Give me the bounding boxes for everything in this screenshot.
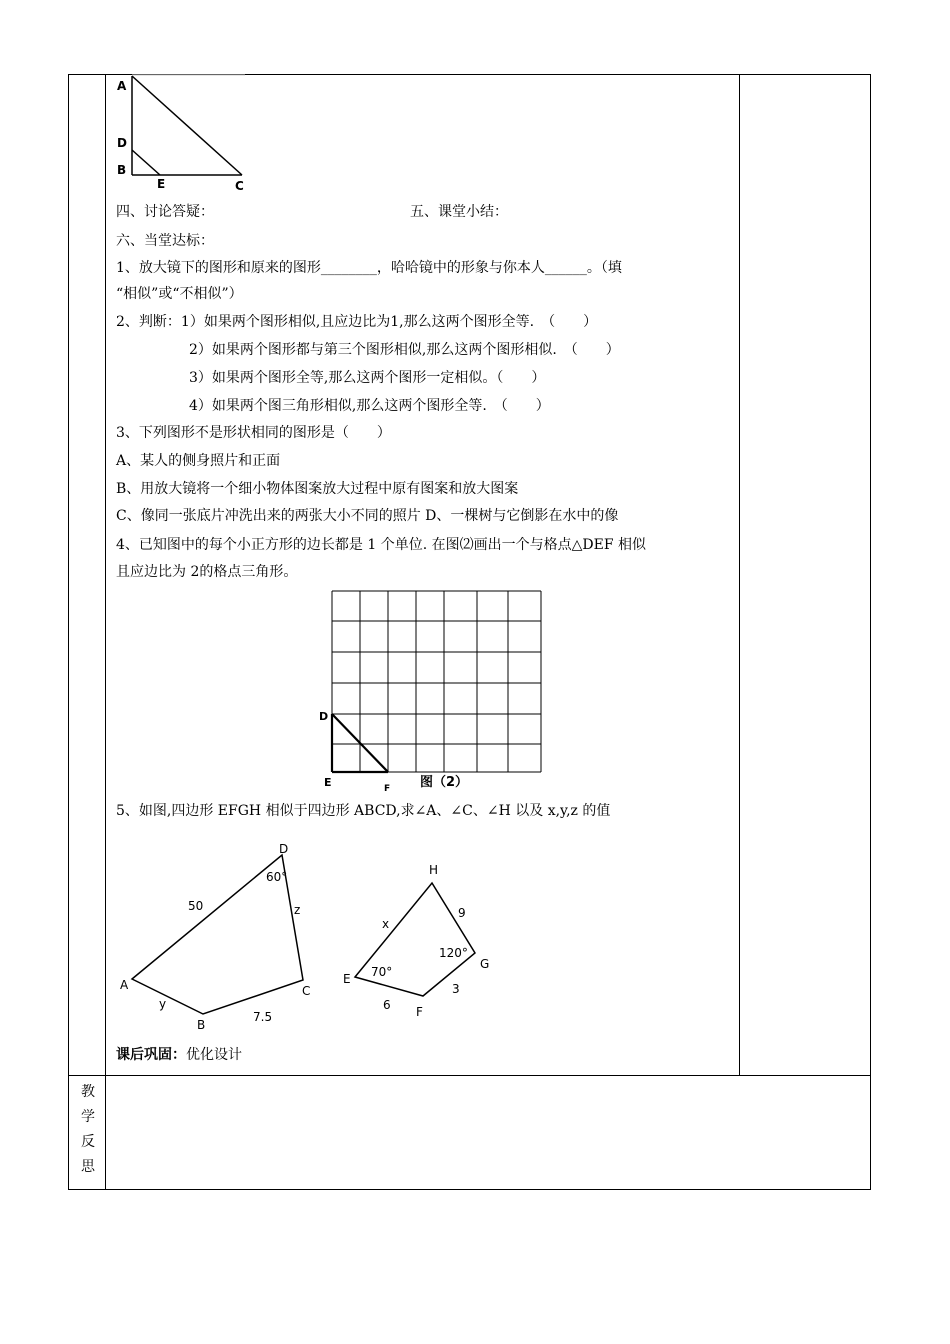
quad-efgh-side-hg: 9: [458, 906, 466, 920]
question-4-line2: 且应边比为 2的格点三角形。: [116, 564, 298, 580]
quad-abcd-label-d: D: [279, 842, 289, 856]
quad-efgh-side-ef: 6: [383, 998, 391, 1012]
reflection-char-3: 反: [81, 1134, 95, 1150]
quad-abcd-label-c: C: [302, 984, 311, 998]
quadrilateral-efgh: [335, 850, 505, 1030]
label-e: E: [157, 177, 166, 191]
question-5: 5、如图,四边形 EFGH 相似于四边形 ABCD,求∠A、∠C、∠H 以及 x,y,z 的值: [116, 803, 611, 819]
question-3-option-a: A、某人的侧身照片和正面: [116, 453, 281, 469]
quad-abcd-angle-d: 60°: [266, 870, 288, 884]
quad-efgh-label-f: F: [416, 1005, 423, 1019]
grid-label-e: E: [324, 776, 332, 789]
grid-lines: [332, 591, 541, 772]
label-b: B: [117, 163, 127, 177]
quad-abcd-label-b: B: [197, 1018, 206, 1032]
reflection-char-1: 教: [81, 1084, 95, 1100]
grid-caption: 图（2）: [420, 775, 469, 790]
table-bottom-border: [68, 1189, 871, 1190]
quad-efgh-side-eh: x: [382, 917, 390, 931]
row-divider: [68, 1075, 871, 1076]
homework-text: 优化设计: [186, 1047, 242, 1063]
triangle-figure: [110, 70, 260, 195]
quad-abcd-side-ad: 50: [188, 899, 204, 913]
quad-efgh-side-gf: 3: [452, 982, 460, 996]
question-1-line2: “相似”或“不相似”）: [116, 286, 243, 302]
question-1-line1: 1、放大镜下的图形和原来的图形________，哈哈镜中的形象与你本人______。（填: [116, 260, 622, 276]
table-right-border: [870, 74, 871, 1190]
quadrilateral-abcd: [110, 835, 330, 1035]
question-3-option-b: B、用放大镜将一个细小物体图案放大过程中原有图案和放大图案: [116, 481, 519, 497]
quad-abcd-label-a: A: [120, 978, 129, 992]
label-d: D: [117, 136, 127, 150]
question-2-item3: 3）如果两个图形全等,那么这两个图形一定相似。（ ）: [189, 370, 546, 386]
homework-label: 课后巩固：: [116, 1047, 186, 1063]
section-test: 六、当堂达标：: [116, 233, 214, 249]
question-2-item1: 2、判断：1）如果两个图形相似,且应边比为1,那么这两个图形全等. （ ）: [116, 314, 598, 330]
label-a: A: [117, 79, 127, 93]
question-4-line1: 4、已知图中的每个小正方形的边长都是 1 个单位. 在图⑵画出一个与格点△DEF 相似: [116, 537, 646, 553]
reflection-char-4: 思: [81, 1159, 95, 1175]
homework-line: [116, 1046, 242, 1064]
quad-efgh-label-e: E: [343, 972, 351, 986]
table-right-col-divider: [739, 74, 740, 1076]
grid-label-d: D: [319, 710, 329, 723]
grid-figure: [312, 585, 552, 800]
reflection-char-2: 学: [81, 1109, 95, 1125]
quad-efgh-label-g: G: [480, 957, 490, 971]
question-2-item2: 2）如果两个图形都与第三个图形相似,那么这两个图形相似. （ ）: [189, 342, 620, 358]
question-2-item4: 4）如果两个图三角形相似,那么这两个图形全等. （ ）: [189, 398, 550, 414]
label-c: C: [235, 179, 244, 193]
quad-abcd-side-ab: y: [159, 997, 167, 1011]
quad-efgh-label-h: H: [429, 863, 439, 877]
grid-label-f: F: [384, 784, 391, 794]
section-discussion: 四、讨论答疑：: [116, 204, 214, 220]
table-col-divider: [105, 74, 106, 1190]
quad-abcd-side-cd: z: [294, 903, 301, 917]
section-summary: 五、课堂小结：: [410, 204, 508, 220]
quad-efgh-angle-e: 70°: [371, 965, 393, 979]
table-left-border: [68, 74, 69, 1190]
question-3-option-c: C、像同一张底片冲洗出来的两张大小不同的照片 D、一棵树与它倒影在水中的像: [116, 508, 619, 524]
quad-efgh-angle-g: 120°: [439, 946, 468, 960]
question-3: 3、下列图形不是形状相同的图形是（ ）: [116, 425, 391, 441]
quad-abcd-side-bc: 7.5: [253, 1010, 273, 1024]
